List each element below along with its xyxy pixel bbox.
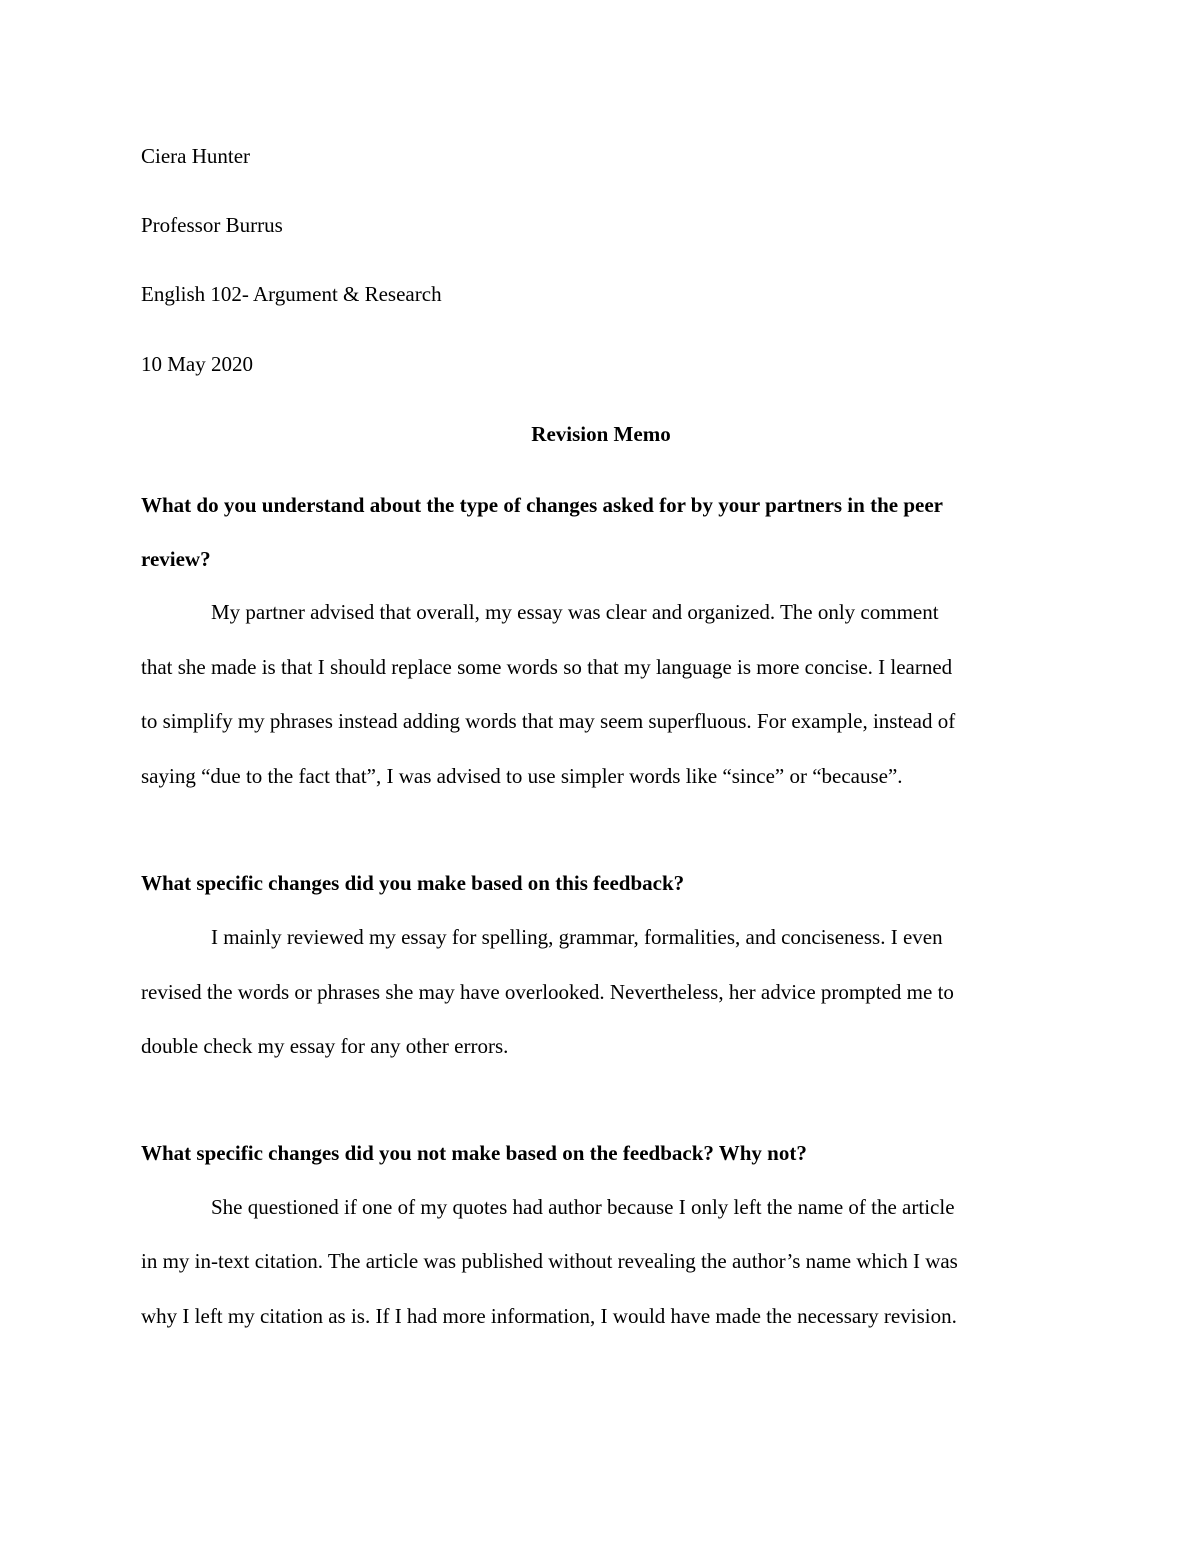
answer-1-line-4: saying “due to the fact that”, I was advised to use simpler words like “since” or “because”. [141, 764, 903, 788]
answer-2-line-2: revised the words or phrases she may have overlooked. Nevertheless, her advice prompted me to [141, 980, 954, 1004]
answer-1-line-2: that she made is that I should replace some words so that my language is more concise. I learned [141, 655, 953, 679]
answer-3-line-1: She questioned if one of my quotes had author because I only left the name of the article [211, 1195, 955, 1219]
question-2-line-1: What specific changes did you make based on this feedback? [141, 871, 685, 895]
student-name: Ciera Hunter [141, 144, 251, 168]
course-name: English 102- Argument & Research [141, 282, 442, 306]
question-3-line-1: What specific changes did you not make based on the feedback? Why not? [141, 1141, 807, 1165]
answer-3-line-2: in my in-text citation. The article was published without revealing the author’s name which I was [141, 1249, 958, 1273]
document-page [141, 0, 1061, 1553]
answer-1-line-3: to simplify my phrases instead adding words that may seem superfluous. For example, instead of [141, 709, 956, 733]
question-1-line-1: What do you understand about the type of changes asked for by your partners in the peer [141, 493, 943, 517]
document-title: Revision Memo [531, 422, 671, 446]
answer-2-line-3: double check my essay for any other errors. [141, 1034, 509, 1058]
answer-1-line-1: My partner advised that overall, my essay was clear and organized. The only comment [211, 600, 939, 624]
date: 10 May 2020 [141, 352, 253, 376]
answer-3-line-3: why I left my citation as is. If I had more information, I would have made the necessary revision. [141, 1304, 957, 1328]
answer-2-line-1: I mainly reviewed my essay for spelling, grammar, formalities, and conciseness. I even [211, 925, 943, 949]
question-1-line-2: review? [141, 547, 211, 571]
professor-name: Professor Burrus [141, 213, 283, 237]
